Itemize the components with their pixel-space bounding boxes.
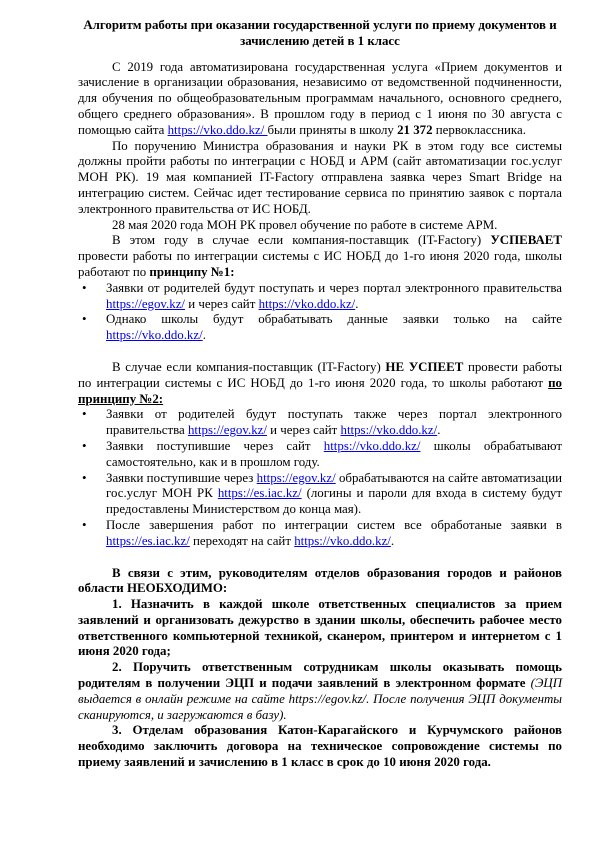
- bullet-icon: •: [82, 312, 87, 327]
- paragraph-principle-2-intro: В случае если компания-поставщик (IT-Factory) НЕ УСПЕЕТ провести работы по интеграции системы с ИС НОБД до 1-го июня 2020 года, то школы работают по принципу №2:: [78, 359, 563, 406]
- paragraph-item-2: 2. Поручить ответственным сотрудникам школы оказывать помощь родителям в получении ЭЦП и подачи заявлений в электронном формате (ЭЦП выдается в онлайн режиме на сайте https://egov.kz/. После получения ЭЦП документы сканируются, и загружаются в базу).: [78, 660, 562, 722]
- paragraph-necessary: В связи с этим, руководителям отделов образования городов и районов области НЕОБХОДИМО:: [78, 565, 562, 596]
- bullet-icon: •: [82, 280, 87, 295]
- link-egov[interactable]: https://egov.kz/: [106, 296, 186, 311]
- link-vko[interactable]: https://vko.ddo.kz/: [106, 328, 203, 343]
- list-item: • Заявки поступившие через сайт https://vko.ddo.kz/ школы обрабатывают самостоятельно, как и в прошлом году.: [82, 438, 562, 469]
- document-title: Алгоритм работы при оказании государственной услуги по приему документов и зачислению детей в 1 класс: [83, 18, 557, 48]
- bullet-icon: •: [82, 517, 87, 532]
- link-egov[interactable]: https://egov.kz/: [256, 470, 336, 485]
- paragraph-item-3: 3. Отделам образования Катон-Карагайского и Курчумского районов необходимо заключить договора на техническое сопровождение системы по приему заявлений и зачислению в 1 класс в срок до 10 июня 2020 года.: [78, 723, 562, 770]
- first-graders-count: 21 372: [397, 122, 433, 137]
- link-es-iac[interactable]: https://es.iac.kz/: [217, 486, 302, 501]
- bullet-icon: •: [82, 438, 87, 453]
- list-item: • Заявки поступившие через https://egov.kz/ обрабатываются на сайте автоматизации гос.услуг МОН РК https://es.iac.kz/ (логины и пароли для входа в систему будут предоставлены Министерством до конца мая).: [82, 470, 563, 517]
- link-vko[interactable]: https://vko.ddo.kz/: [258, 296, 356, 311]
- paragraph-principle-1-intro: В этом году в случае если компания-поставщик (IT-Factory) УСПЕВАЕТ провести работы по интеграции системы с ИС НОБД до 1-го июня 2020 года, школы работают по принципу №1:: [78, 233, 562, 279]
- principle-2-list: [78, 407, 562, 549]
- paragraph-intro: С 2019 года автоматизирована государственная услуга «Прием документов и зачисление в организации образования, независимо от ведомственной подчиненности, для обучения по общеобразовательным программам начального, основного среднего, общего среднего образования». В прошлом году в период с 1 июня по 30 августа с помощью сайта https://vko.ddo.kz/ были приняты в школу 21 372 первоклассника.: [78, 59, 562, 137]
- paragraph-item-1: 1. Назначить в каждой школе ответственных специалистов за прием заявлений и организовать дежурство в здании школы, обеспечить рабочее место ответственного компьютерной техникой, сканером, принтером и интернетом с 1 июня 2020 года;: [78, 597, 562, 659]
- link-vko[interactable]: https://vko.ddo.kz/: [340, 423, 438, 438]
- list-item: • Заявки от родителей будут поступать также через портал электронного правительства https://egov.kz/ и через сайт https://vko.ddo.kz/.: [82, 407, 562, 438]
- list-item: • Однако школы будут обрабатывать данные заявки только на сайте https://vko.ddo.kz/.: [82, 312, 562, 343]
- list-item: • Заявки от родителей будут поступать и через портал электронного правительства https://egov.kz/ и через сайт https://vko.ddo.kz/.: [82, 280, 562, 311]
- link-es-iac[interactable]: https://es.iac.kz/: [106, 533, 190, 548]
- principle-2-label: по принципу №2:: [78, 375, 562, 406]
- link-vko[interactable]: https://vko.ddo.kz/: [167, 122, 268, 137]
- principle-1-list: [78, 281, 562, 344]
- paragraph-training: 28 мая 2020 года МОН РК провел обучение по работе в системе АРМ.: [112, 217, 498, 232]
- paragraph-integration: По поручению Министра образования и науки РК в этом году все системы должны пройти работы по интеграции с НОБД и АРМ (сайт автоматизации гос.услуг МОН РК). 19 мая компанией IT-Factory отправлена заявка через Smart Bridge на интеграцию систем. Сейчас идет тестирование сервиса по принятию заявок с портала электронного правительства от ИС НОБД.: [78, 138, 562, 216]
- list-item: • После завершения работ по интеграции систем все обработаные заявки в https://es.iac.kz/ переходят на сайт https://vko.ddo.kz/.: [82, 517, 562, 548]
- link-vko[interactable]: https://vko.ddo.kz/: [294, 533, 391, 548]
- bullet-icon: •: [82, 407, 87, 422]
- link-vko[interactable]: https://vko.ddo.kz/: [323, 438, 421, 453]
- bullet-icon: •: [82, 470, 87, 485]
- principle-1-label: принципу №1:: [149, 264, 235, 279]
- link-egov[interactable]: https://egov.kz/: [187, 423, 267, 438]
